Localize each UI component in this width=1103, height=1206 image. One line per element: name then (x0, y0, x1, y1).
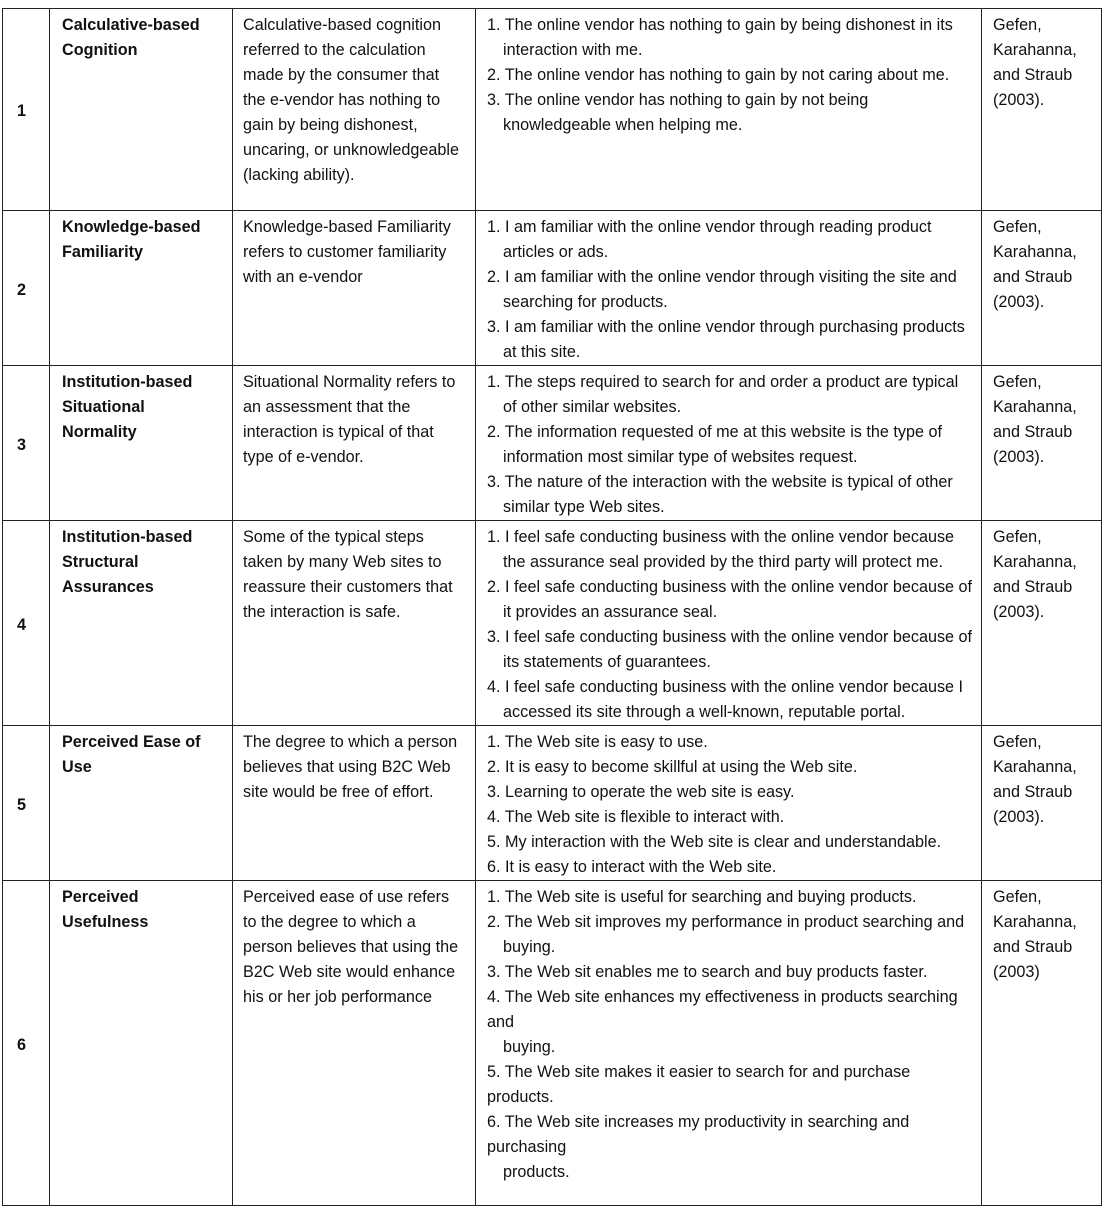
row-number: 5 (3, 726, 50, 881)
construct-name: Perceived Ease of Use (50, 726, 233, 881)
construct-name: Calculative-based Cognition (50, 9, 233, 211)
measurement-item: 2. It is easy to become skillful at using the Web site. (487, 758, 858, 776)
measurement-item: 4. The Web site enhances my effectiveness in products searching and (487, 988, 958, 1031)
table-row (3, 9, 1102, 211)
constructs-table (2, 8, 1102, 1206)
table-row (3, 366, 1102, 521)
row-number: 6 (3, 881, 50, 1206)
measurement-item-continuation: buying. (503, 1038, 556, 1056)
measurement-item: 2. The online vendor has nothing to gain by not caring about me. (487, 66, 950, 84)
construct-definition: Calculative-based cognition referred to the calculation made by the consumer that the e-vendor has nothing to gain by being dishonest, uncaring, or unknowledgeable (lacking ability). (233, 9, 476, 211)
table-row (3, 881, 1102, 1206)
measurement-item: 4. I feel safe conducting business with the online vendor because I accessed its site through a well-known, reputable portal. (487, 678, 964, 721)
measurement-item: 1. The online vendor has nothing to gain by being dishonest in its interaction with me. (487, 16, 953, 59)
measurement-item: 3. The online vendor has nothing to gain by not being knowledgeable when helping me. (487, 91, 869, 134)
source-citation: Gefen, Karahanna, and Straub (2003) (982, 881, 1102, 1206)
measurement-item-continuation: products. (503, 1163, 570, 1181)
measurement-item: 2. I am familiar with the online vendor through visiting the site and searching for products. (487, 268, 957, 311)
measurement-item: 6. It is easy to interact with the Web site. (487, 858, 777, 876)
measurement-item: 3. The Web sit enables me to search and buy products faster. (487, 963, 928, 981)
table-row (3, 521, 1102, 726)
row-number: 3 (3, 366, 50, 521)
measurement-item: 4. The Web site is flexible to interact with. (487, 808, 785, 826)
measurement-item: 6. The Web site increases my productivity in searching and purchasing (487, 1113, 910, 1156)
construct-name: Knowledge-based Familiarity (50, 211, 233, 366)
measurement-items (476, 9, 982, 211)
measurement-item: 3. Learning to operate the web site is easy. (487, 783, 795, 801)
table-row (3, 726, 1102, 881)
row-number: 2 (3, 211, 50, 366)
source-citation: Gefen, Karahanna, and Straub (2003). (982, 366, 1102, 521)
construct-definition: Situational Normality refers to an assessment that the interaction is typical of that type of e-vendor. (233, 366, 476, 521)
measurement-item: 5. My interaction with the Web site is clear and understandable. (487, 833, 942, 851)
source-citation: Gefen, Karahanna, and Straub (2003). (982, 9, 1102, 211)
measurement-item: 1. The Web site is easy to use. (487, 733, 708, 751)
measurement-item: 3. I feel safe conducting business with the online vendor because of its statements of guarantees. (487, 628, 973, 671)
measurement-items (476, 881, 982, 1206)
construct-definition: Perceived ease of use refers to the degree to which a person believes that using the B2C Web site would enhance his or her job performance (233, 881, 476, 1206)
measurement-items (476, 521, 982, 726)
construct-definition: Knowledge-based Familiarity refers to customer familiarity with an e-vendor (233, 211, 476, 366)
measurement-items (476, 726, 982, 881)
source-citation: Gefen, Karahanna, and Straub (2003). (982, 726, 1102, 881)
construct-name: Institution-based Structural Assurances (50, 521, 233, 726)
construct-definition: Some of the typical steps taken by many Web sites to reassure their customers that the interaction is safe. (233, 521, 476, 726)
construct-definition: The degree to which a person believes that using B2C Web site would be free of effort. (233, 726, 476, 881)
measurement-item: 3. I am familiar with the online vendor through purchasing products at this site. (487, 318, 965, 361)
table-row (3, 211, 1102, 366)
source-citation: Gefen, Karahanna, and Straub (2003). (982, 521, 1102, 726)
row-number: 4 (3, 521, 50, 726)
row-number: 1 (3, 9, 50, 211)
source-citation: Gefen, Karahanna, and Straub (2003). (982, 211, 1102, 366)
measurement-item: 2. The information requested of me at this website is the type of information most similar type of websites request. (487, 423, 942, 466)
construct-name: Perceived Usefulness (50, 881, 233, 1206)
measurement-item: 1. The steps required to search for and order a product are typical of other similar websites. (487, 373, 959, 416)
measurement-item: 2. I feel safe conducting business with the online vendor because of it provides an assurance seal. (487, 578, 973, 621)
measurement-items (476, 366, 982, 521)
measurement-items (476, 211, 982, 366)
measurement-item: 2. The Web sit improves my performance in product searching and (487, 913, 965, 931)
measurement-item: 1. I feel safe conducting business with the online vendor because the assurance seal provided by the third party will protect me. (487, 528, 955, 571)
construct-name: Institution-based Situational Normality (50, 366, 233, 521)
measurement-item: 5. The Web site makes it easier to search for and purchase products. (487, 1063, 911, 1106)
measurement-item: 1. The Web site is useful for searching and buying products. (487, 888, 917, 906)
measurement-item: 1. I am familiar with the online vendor through reading product articles or ads. (487, 218, 932, 261)
measurement-item-continuation: buying. (503, 938, 556, 956)
measurement-item: 3. The nature of the interaction with the website is typical of other similar type Web sites. (487, 473, 953, 516)
